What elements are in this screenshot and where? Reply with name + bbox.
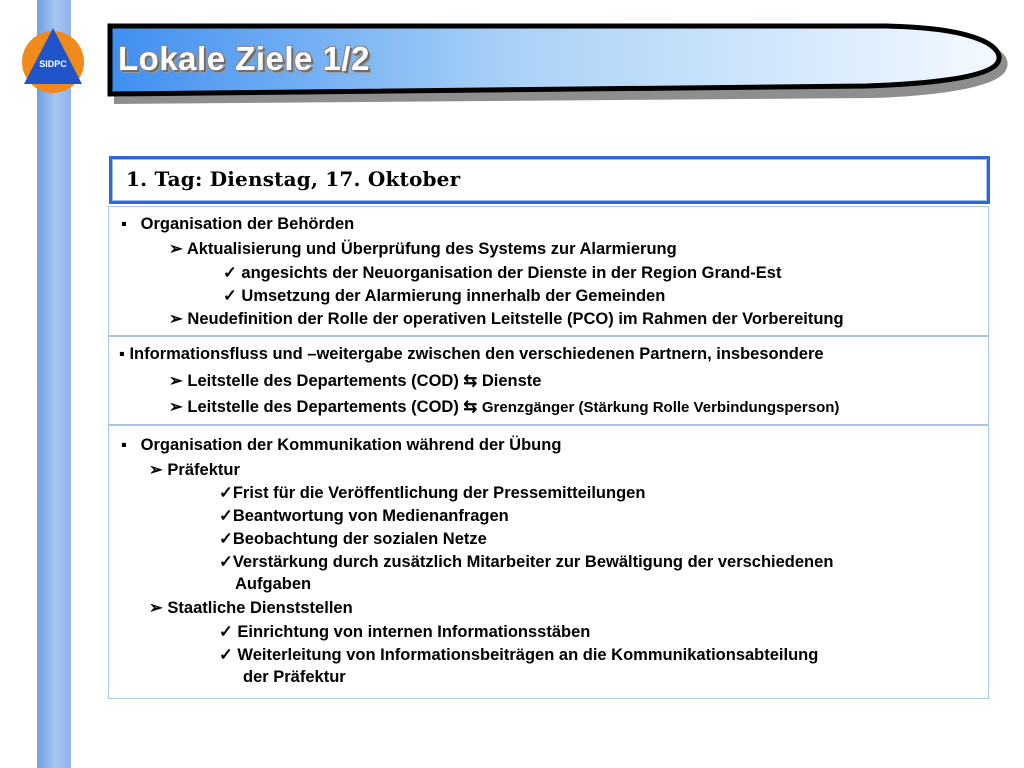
section1-item: ✓ Umsetzung der Alarmierung innerhalb der Gemeinden xyxy=(223,287,666,305)
check-icon: ✓ xyxy=(219,507,233,525)
section3-item: ✓ Weiterleitung von Informationsbeiträgen an die Kommunikationsabteilung xyxy=(219,646,819,664)
section2-heading: ▪ Informationsfluss und –weitergabe zwischen den verschiedenen Partnern, insbesondere xyxy=(119,345,824,363)
logo-text: SIDPC xyxy=(39,59,67,69)
section1-item: ✓ angesichts der Neuorganisation der Dienste in der Region Grand-Est xyxy=(223,264,782,282)
arrow-bullet-icon: ➢ xyxy=(169,398,183,416)
square-bullet-icon: ▪ xyxy=(121,436,127,454)
section3-item-continuation: der Präfektur xyxy=(243,668,346,686)
day-header-box xyxy=(109,156,990,204)
section-panel-authorities xyxy=(108,206,989,336)
section-panel-information-flow xyxy=(108,336,989,425)
check-icon: ✓ xyxy=(219,484,233,502)
arrow-bullet-icon: ➢ xyxy=(169,310,183,328)
section3-item: ✓Frist für die Veröffentlichung der Pressemitteilungen xyxy=(219,484,646,502)
check-icon: ✓ xyxy=(219,553,233,571)
section3-item: ✓ Einrichtung von internen Informationsstäben xyxy=(219,623,591,641)
arrow-bullet-icon: ➢ xyxy=(149,599,163,617)
arrow-bullet-icon: ➢ xyxy=(169,372,183,390)
section3-item: ✓Beantwortung von Medienanfragen xyxy=(219,507,509,525)
section2-item: ➢ Leitstelle des Departements (COD) ⇆ Grenzgänger (Stärkung Rolle Verbindungsperson) xyxy=(169,398,840,416)
check-icon: ✓ xyxy=(223,264,237,282)
page-title: Lokale Ziele 1/2 xyxy=(118,40,370,77)
sidpc-logo xyxy=(20,22,86,98)
exchange-icon: ⇆ xyxy=(463,398,478,416)
check-icon: ✓ xyxy=(223,287,237,305)
section3-item: ✓Verstärkung durch zusätzlich Mitarbeiter zur Bewältigung der verschiedenen xyxy=(219,553,834,571)
section3-heading: ▪ Organisation der Kommunikation während der Übung xyxy=(121,436,562,454)
square-bullet-icon: ▪ xyxy=(119,345,125,363)
check-icon: ✓ xyxy=(219,530,233,548)
exchange-icon: ⇆ xyxy=(463,372,478,390)
left-decorative-stripe xyxy=(37,0,71,768)
arrow-bullet-icon: ➢ xyxy=(169,240,183,258)
section3-sub-state-services: ➢ Staatliche Dienststellen xyxy=(149,599,353,617)
section2-item: ➢ Leitstelle des Departements (COD) ⇆ Dienste xyxy=(169,372,542,390)
square-bullet-icon: ▪ xyxy=(121,215,127,233)
check-icon: ✓ xyxy=(219,623,233,641)
section3-item: ✓Beobachtung der sozialen Netze xyxy=(219,530,487,548)
day-header-text: 1. Tag: Dienstag, 17. Oktober xyxy=(126,167,461,191)
check-icon: ✓ xyxy=(219,646,233,664)
section-panel-communication xyxy=(108,425,989,699)
section3-item-continuation: Aufgaben xyxy=(235,575,312,593)
section1-item: ➢ Neudefinition der Rolle der operativen Leitstelle (PCO) im Rahmen der Vorbereitung xyxy=(169,310,844,328)
section1-item: ➢ Aktualisierung und Überprüfung des Systems zur Alarmierung xyxy=(169,240,677,258)
arrow-bullet-icon: ➢ xyxy=(149,461,163,479)
section3-sub-prefecture: ➢ Präfektur xyxy=(149,461,240,479)
section1-heading: ▪ Organisation der Behörden xyxy=(121,215,355,233)
